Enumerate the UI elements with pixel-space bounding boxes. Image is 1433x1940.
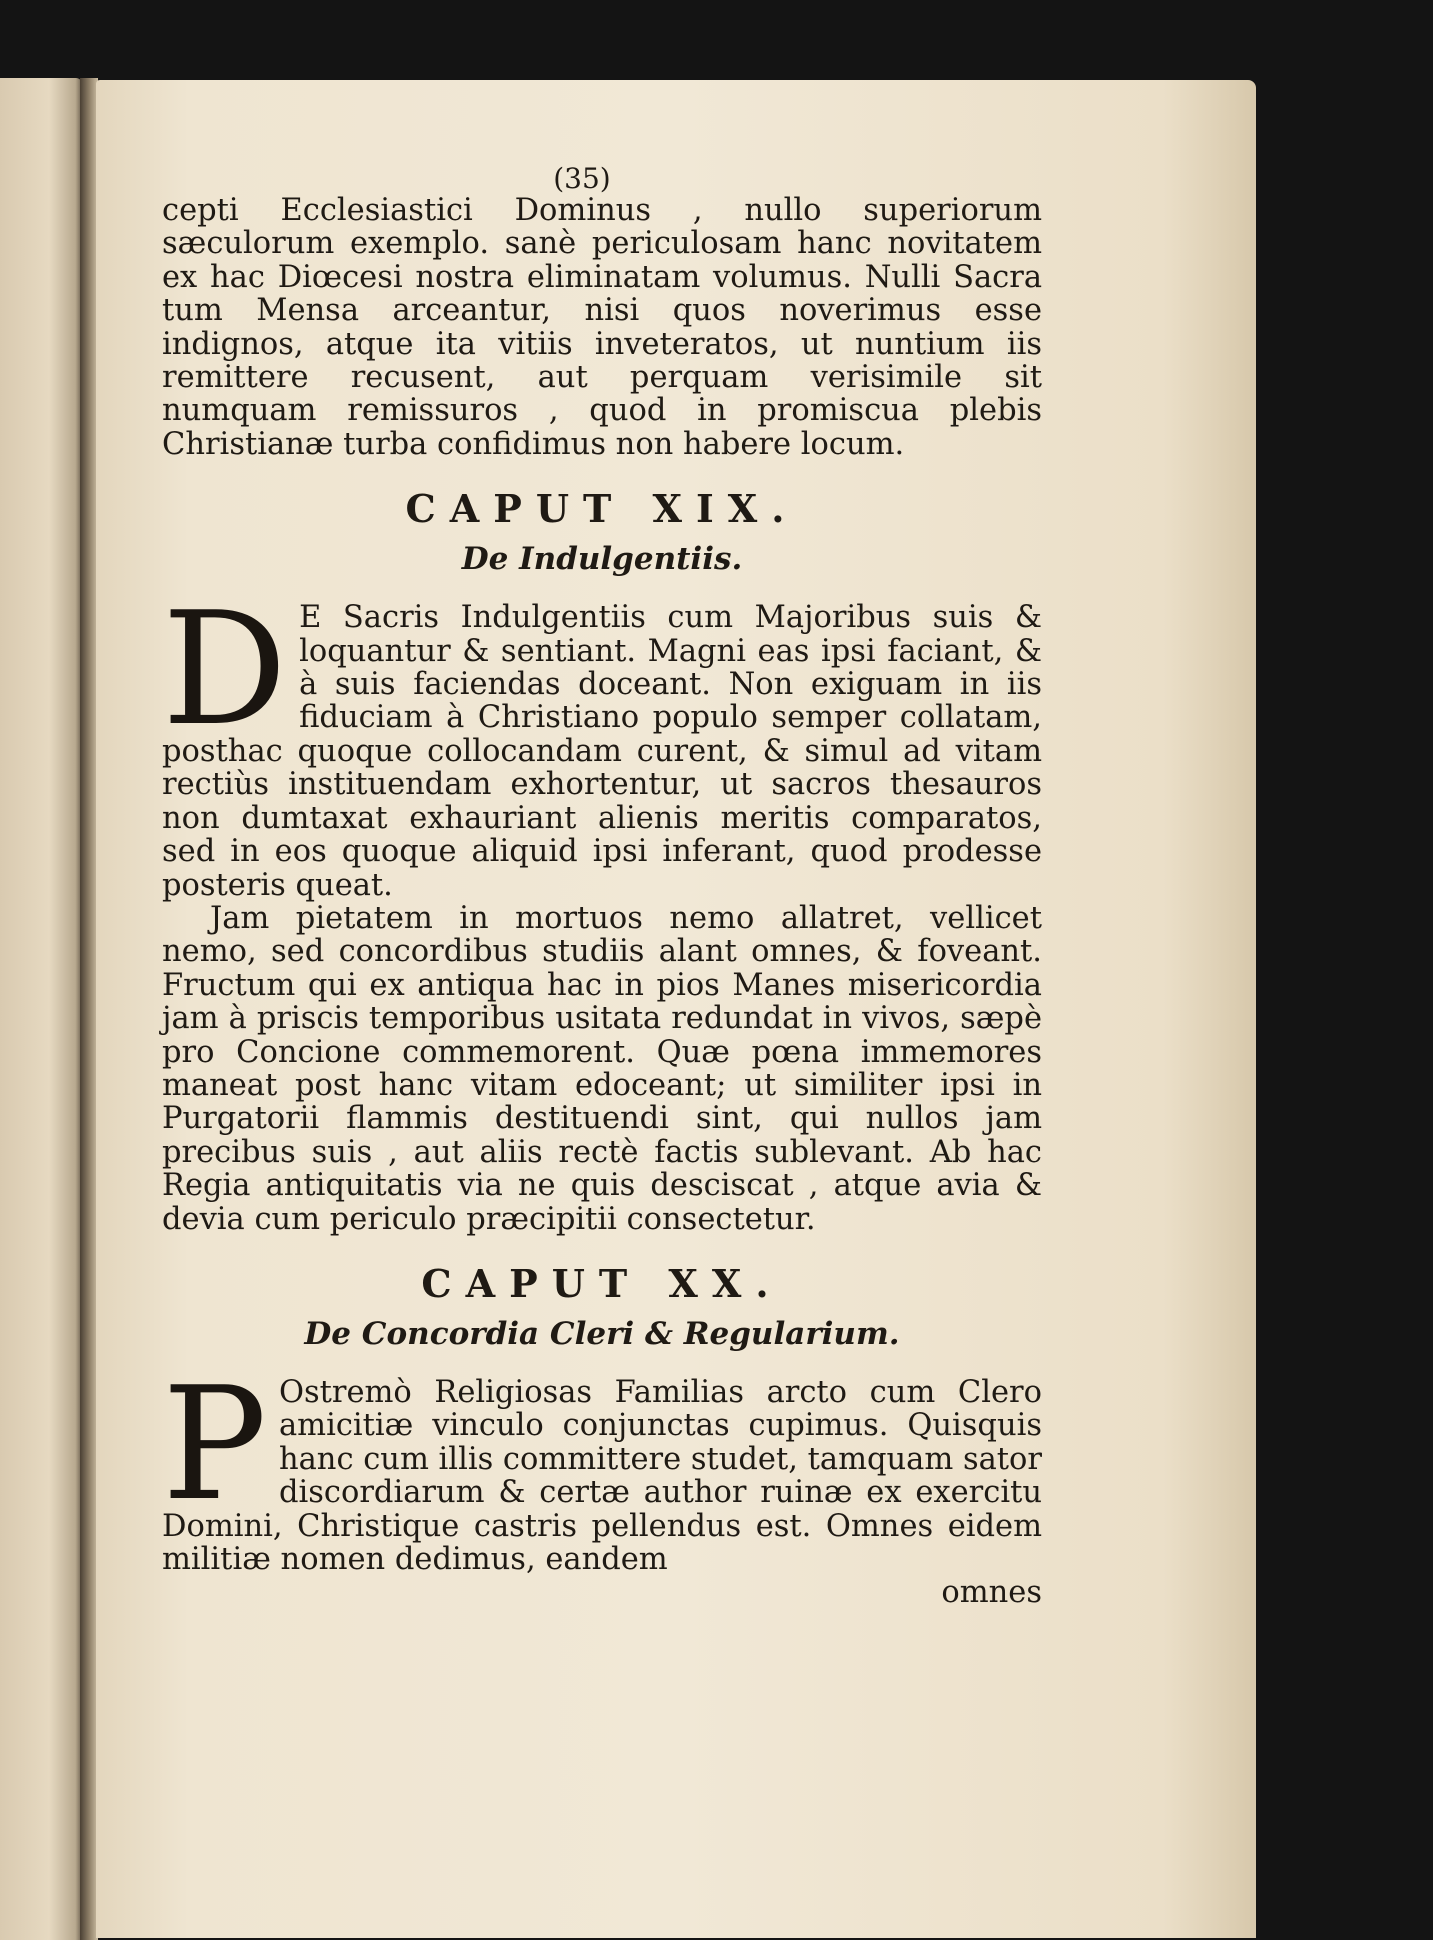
- chapter-19-title: CAPUT XIX.: [405, 486, 799, 532]
- chapter-20-title: CAPUT XX.: [421, 1260, 783, 1306]
- drop-cap-d: D: [162, 578, 288, 761]
- catchword: omnes: [941, 1575, 1042, 1611]
- chapter-20-paragraph-1: [162, 1352, 1042, 1577]
- page-number: (35): [553, 162, 611, 195]
- continued-paragraph: cepti Ecclesiastici Dominus , nullo superiorum sæculorum exemplo. sanè periculosam hanc novitatem ex hac Diœcesi nostra eliminatam volumus. Nulli Sacra tum Mensa arceantur, nisi quos noverimus esse indignos, atque ita vitiis inveteratos, ut nuntium iis remittere recusent, aut perquam verisimile sit numquam remissuros , quod in promiscua plebis Christianæ turba confidimus non habere locum.: [162, 193, 1042, 462]
- chapter-19-paragraph-1: [162, 578, 1042, 903]
- facing-page-edge: [0, 78, 82, 1940]
- page-text-block: [162, 162, 1042, 1611]
- chapter-20-subtitle: De Concordia Cleri & Regularium.: [304, 1315, 900, 1352]
- chapter-19-paragraph-2: Jam pietatem in mortuos nemo allatret, vellicet nemo, sed concordibus studiis alant omnes, & foveant. Fructum qui ex antiqua hac in pios Manes misericordia jam à priscis temporibus usitata redundat in vivos, sæpè pro Concione commemorent. Quæ pœna immemores maneat post hanc vitam edoceant; ut similiter ipsi in Purgatorii flammis destituendi sint, qui nullos jam precibus suis , aut aliis rectè factis sublevant. Ab hac Regia antiquitatis via ne quis desciscat , atque avia & devia cum periculo præcipitii consectetur.: [162, 900, 1042, 1237]
- drop-cap-p: P: [162, 1352, 267, 1535]
- chapter-20-paragraph-1-text: Ostremò Religiosas Familias arcto cum Clero amicitiæ vinculo conjunctas cupimus. Quisquis hanc cum illis committere studet, tamquam sator discordiarum & certæ author ruinæ ex exercitu Domini, Christique castris pellendus est. Omnes eidem militiæ nomen dedimus, eandem: [162, 1374, 1042, 1577]
- chapter-19-paragraph-1-text: E Sacris Indulgentiis cum Majoribus suis & loquantur & sentiant. Magni eas ipsi faciant, & à suis faciendas doceant. Non exiguam in iis fiduciam à Christiano populo semper collatam, posthac quoque collocandam curent, & simul ad vitam rectiùs instituendam exhortentur, ut sacros thesauros non dumtaxat exhauriant alienis meritis comparatos, sed in eos quoque aliquid ipsi inferant, quod prodesse posteris queat.: [162, 600, 1042, 903]
- chapter-19-subtitle: De Indulgentiis.: [461, 541, 743, 578]
